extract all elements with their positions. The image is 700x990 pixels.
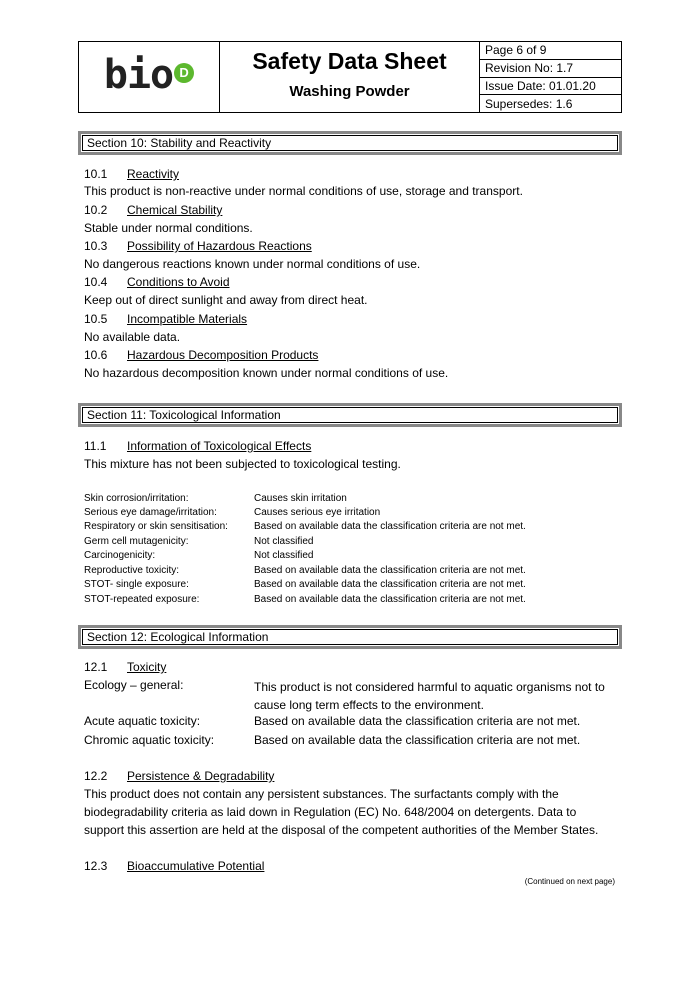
- tox-label: Serious eye damage/irritation:: [84, 507, 217, 518]
- subsection-number: 10.2: [84, 203, 108, 217]
- tox-label: Reproductive toxicity:: [84, 565, 180, 576]
- issue-date: Issue Date: 01.01.20: [480, 78, 621, 96]
- eco-value: Based on available data the classification criteria are not met.: [254, 733, 581, 747]
- subsection-heading: [84, 167, 179, 181]
- subsection-heading: [84, 239, 312, 253]
- tox-value: Causes serious eye irritation: [254, 507, 381, 518]
- subsection-heading: [84, 859, 264, 873]
- logo: [79, 42, 220, 112]
- paragraph-line: This product does not contain any persistent substances. The surfactants comply with the: [84, 787, 559, 801]
- product-name: Washing Powder: [289, 83, 410, 100]
- tox-value: Not classified: [254, 536, 314, 547]
- eco-label: Ecology – general:: [84, 678, 184, 692]
- subsection-title: Chemical Stability: [127, 203, 223, 217]
- tox-label: Skin corrosion/irritation:: [84, 493, 189, 504]
- paragraph-line: support this assertion are held at the disposal of the competent authorities of the Member States.: [84, 823, 599, 837]
- subsection-number: 10.1: [84, 167, 108, 181]
- subsection-heading: [84, 312, 247, 326]
- document-title: Safety Data Sheet: [252, 48, 447, 74]
- tox-label: Carcinogenicity:: [84, 550, 156, 561]
- continued-note: (Continued on next page): [524, 877, 615, 886]
- subsection-heading: [84, 660, 166, 674]
- subsection-number: 11.1: [84, 439, 107, 453]
- eco-label: Chromic aquatic toxicity:: [84, 733, 215, 747]
- tox-value: Causes skin irritation: [254, 493, 347, 504]
- subsection-number: 12.2: [84, 769, 108, 783]
- subsection-heading: [84, 275, 230, 289]
- subsection-title: Possibility of Hazardous Reactions: [127, 239, 312, 253]
- subsection-title: Reactivity: [127, 167, 180, 181]
- page-number: Page 6 of 9: [480, 42, 621, 60]
- subsection-heading: [84, 439, 311, 453]
- subsection-title: Persistence & Degradability: [127, 769, 275, 783]
- tox-value: Based on available data the classification criteria are not met.: [254, 579, 526, 590]
- tox-value: Not classified: [254, 550, 314, 561]
- subsection-title: Bioaccumulative Potential: [127, 859, 265, 873]
- tox-label: Germ cell mutagenicity:: [84, 536, 189, 547]
- subsection-text: This mixture has not been subjected to toxicological testing.: [84, 457, 401, 471]
- subsection-number: 10.5: [84, 312, 108, 326]
- subsection-number: 10.4: [84, 275, 108, 289]
- subsection-number: 10.3: [84, 239, 108, 253]
- section-12-header: Section 12: Ecological Information: [78, 625, 622, 649]
- tox-label: STOT-repeated exposure:: [84, 594, 200, 605]
- subsection-text: No hazardous decomposition known under normal conditions of use.: [84, 366, 449, 380]
- subsection-title: Information of Toxicological Effects: [127, 439, 312, 453]
- subsection-text: Keep out of direct sunlight and away from direct heat.: [84, 293, 368, 307]
- title-block: [220, 42, 480, 112]
- supersedes: Supersedes: 1.6: [485, 96, 573, 111]
- section-11-header: Section 11: Toxicological Information: [78, 403, 622, 427]
- subsection-heading: [84, 769, 274, 783]
- tox-label: STOT- single exposure:: [84, 579, 189, 590]
- subsection-number: 10.6: [84, 348, 108, 362]
- paragraph-line: biodegradability criteria as laid down in Regulation (EC) No. 648/2004 on detergents. Data to: [84, 805, 577, 819]
- eco-value: This product is not considered harmful to aquatic organisms not to cause long term effects to the environment.: [254, 680, 605, 712]
- subsection-title: Hazardous Decomposition Products: [127, 348, 319, 362]
- document-header: [78, 41, 622, 113]
- logo-badge: D: [174, 63, 194, 83]
- subsection-heading: [84, 348, 318, 362]
- subsection-heading: [84, 203, 222, 217]
- subsection-text: No dangerous reactions known under normal conditions of use.: [84, 257, 421, 271]
- revision-number: Revision No: 1.7: [480, 60, 621, 78]
- tox-value: Based on available data the classification criteria are not met.: [254, 521, 526, 532]
- subsection-text: No available data.: [84, 330, 181, 344]
- eco-label: Acute aquatic toxicity:: [84, 714, 201, 728]
- subsection-title: Conditions to Avoid: [127, 275, 230, 289]
- tox-value: Based on available data the classification criteria are not met.: [254, 565, 526, 576]
- subsection-title: Toxicity: [127, 660, 167, 674]
- subsection-title: Incompatible Materials: [127, 312, 248, 326]
- subsection-number: 12.1: [84, 660, 108, 674]
- subsection-text: Stable under normal conditions.: [84, 221, 253, 235]
- eco-value: Based on available data the classification criteria are not met.: [254, 714, 581, 728]
- section-10-header: Section 10: Stability and Reactivity: [78, 131, 622, 155]
- meta-block: [480, 42, 621, 112]
- subsection-text: This product is non-reactive under normal conditions of use, storage and transport.: [84, 184, 523, 198]
- subsection-number: 12.3: [84, 859, 108, 873]
- logo-text: bio: [103, 52, 174, 98]
- tox-label: Respiratory or skin sensitisation:: [84, 521, 228, 532]
- tox-value: Based on available data the classification criteria are not met.: [254, 594, 526, 605]
